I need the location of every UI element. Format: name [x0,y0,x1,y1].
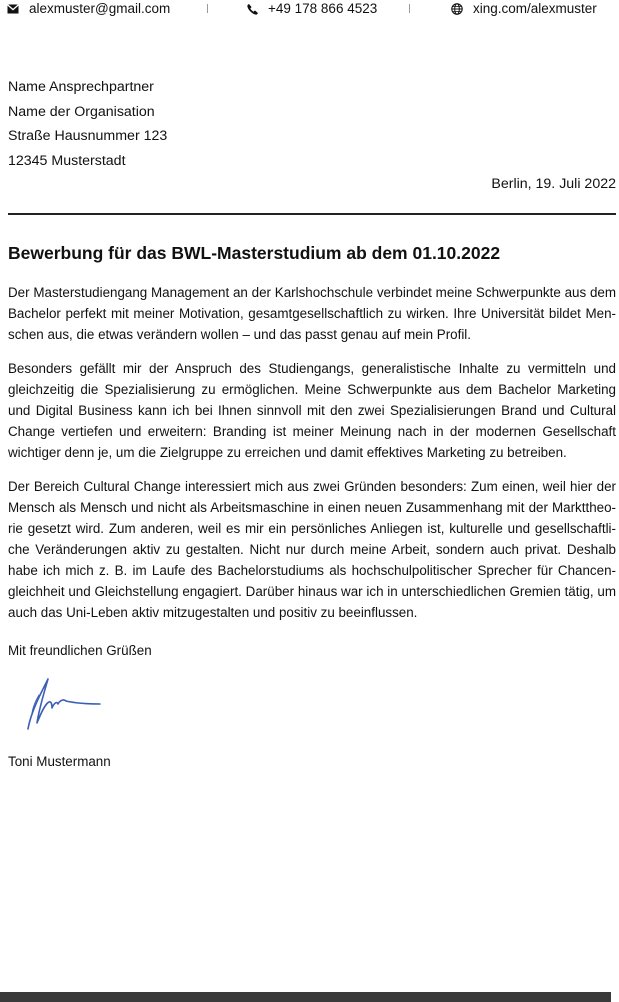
recipient-organization: Name der Organisation [8,103,155,120]
header-divider [8,213,616,215]
recipient-street: Straße Hausnummer 123 [8,128,168,145]
letter-body [8,282,616,636]
web-text: xing.com/alexmuster [473,1,597,16]
recipient-city: 12345 Musterstadt [8,153,126,170]
signer-name: Toni Mustermann [8,754,111,769]
contact-email[interactable] [7,0,170,18]
phone-icon [247,4,258,15]
letter-subject: Bewerbung für das BWL-Masterstudium ab dem 01.10.2022 [8,243,501,263]
phone-text: +49 178 866 4523 [268,1,378,16]
contact-web[interactable] [451,0,597,18]
handwritten-signature [20,673,110,735]
contact-separator [409,4,410,13]
contact-phone[interactable] [247,0,377,18]
closing-phrase: Mit freundlichen Grüßen [8,643,152,658]
email-text: alexmuster@gmail.com [29,1,171,16]
letter-date: Berlin, 19. Juli 2022 [491,176,616,192]
contact-bar [0,0,619,18]
body-paragraph: Der Masterstudiengang Management an der Karlshochschule verbindet meine Schwerpunkte aus dem Bachelor perfekt mit meiner Motivation, gesamtgesellschaftlich zu wirken. Ihre Universität bildet Menschen aus, die etwas verändern wollen – und das passt genau auf mein Profil. [8,285,616,342]
recipient-name: Name Ansprechpartner [8,79,154,95]
globe-icon [451,3,463,15]
recipient-address [8,75,167,174]
body-paragraph: Besonders gefällt mir der Anspruch des Studiengangs, generalistische Inhalte zu vermitteln und gleichzeitig die Spezialisierung zu ermöglichen. Meine Schwerpunkte aus dem Bachelor Marketing und Digital Business kann ich bei Ihnen sinnvoll mit den zwei Spezialisierungen Brand und Cultural Change vertiefen und erweitern: Branding ist meiner Meinung nach in der modernen Gesellschaft wichtiger denn je, um die Zielgruppe zu erreichen und damit effektives Marketing zu betreiben. [8,361,616,460]
footer-bar [0,992,611,1002]
envelope-icon [7,4,19,14]
contact-separator [207,4,208,13]
body-paragraph: Der Bereich Cultural Change interessiert mich aus zwei Gründen besonders: Zum einen, weil hier der Mensch als Mensch und nicht als Arbeitsmaschine in einen neuen Zusammenhang mit der Markttheorie gesetzt wird. Zum anderen, weil es mir ein persönliches Anliegen ist, kulturelle und gesellschaftliche Veränderungen aktiv zu gestalten. Nicht nur durch meine Arbeit, sondern auch privat. Deshalb habe ich mich z. B. im Laufe des Bachelorstudiums als hochschulpolitischer Sprecher für Chancengleichheit und Gleichstellung engagiert. Darüber hinaus war ich in unterschiedlichen Gremien tätig, um auch das Uni-Leben aktiv mitzugestalten und positiv zu beeinflussen. [8,479,616,620]
